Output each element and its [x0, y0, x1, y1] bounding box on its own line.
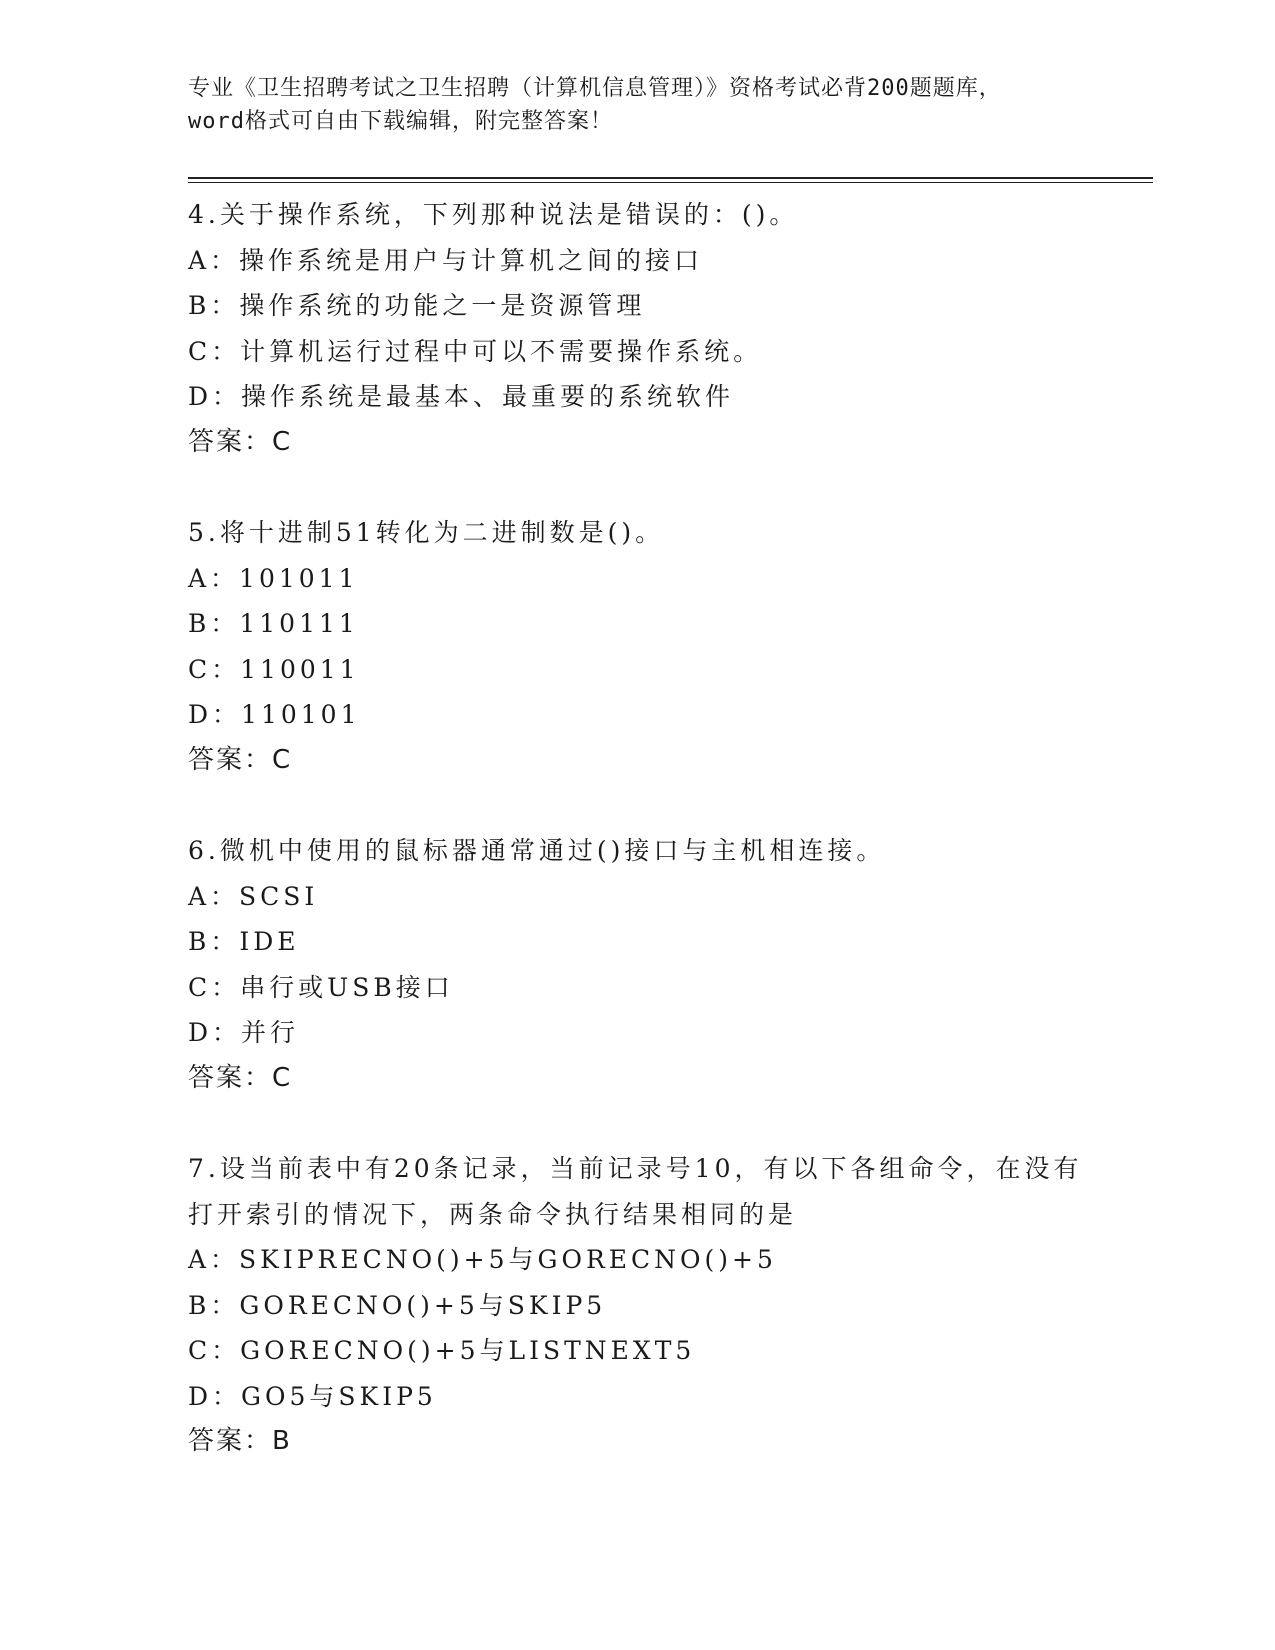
option-b: B：操作系统的功能之一是资源管理	[188, 291, 646, 320]
question-stem-line-2: 打开索引的情况下，两条命令执行结果相同的是	[188, 1199, 798, 1229]
question-stem: 5.将十进制51转化为二进制数是()。	[188, 518, 665, 547]
question-stem: 6.微机中使用的鼠标器通常通过()接口与主机相连接。	[188, 836, 886, 865]
option-c: C：GORECNO()+5与LISTNEXT5	[188, 1336, 696, 1365]
question-list	[188, 192, 1108, 1510]
answer-label: 答案：C	[188, 744, 293, 775]
question-7	[188, 1146, 1108, 1465]
option-b: B：IDE	[188, 927, 300, 956]
option-a: A：SCSI	[188, 881, 319, 911]
answer-label: 答案：C	[188, 1062, 293, 1093]
answer-label: 答案：B	[188, 1426, 292, 1456]
header-divider-thick	[188, 177, 1153, 179]
option-d: D：110101	[188, 700, 361, 729]
header-line-2: word格式可自由下载编辑，附完整答案！	[188, 109, 613, 134]
question-5	[188, 510, 1108, 783]
option-b: B：GORECNO()+5与SKIP5	[188, 1290, 607, 1320]
question-stem-line-1: 7.设当前表中有20条记录，当前记录号10，有以下各组命令，在没有	[188, 1154, 1083, 1183]
option-c: C：串行或USB接口	[188, 972, 454, 1002]
header-line-1: 专业《卫生招聘考试之卫生招聘（计算机信息管理）》资格考试必背200题题库，	[188, 76, 1002, 101]
header-divider-thin	[188, 182, 1153, 183]
document-header	[188, 72, 1088, 138]
option-d: D：操作系统是最基本、最重要的系统软件	[188, 382, 735, 411]
question-6	[188, 828, 1108, 1101]
option-c: C：110011	[188, 654, 360, 684]
option-b: B：110111	[188, 609, 359, 638]
option-a: A：101011	[188, 563, 359, 593]
question-stem: 4.关于操作系统，下列那种说法是错误的：()。	[188, 200, 799, 229]
option-c: C：计算机运行过程中可以不需要操作系统。	[188, 336, 763, 366]
option-d: D：并行	[188, 1018, 300, 1047]
option-a: A：SKIPRECNO()+5与GORECNO()+5	[188, 1245, 777, 1274]
option-a: A：操作系统是用户与计算机之间的接口	[188, 245, 704, 275]
option-d: D：GO5与SKIP5	[188, 1381, 437, 1411]
answer-label: 答案：C	[188, 426, 293, 457]
question-4	[188, 192, 1108, 465]
